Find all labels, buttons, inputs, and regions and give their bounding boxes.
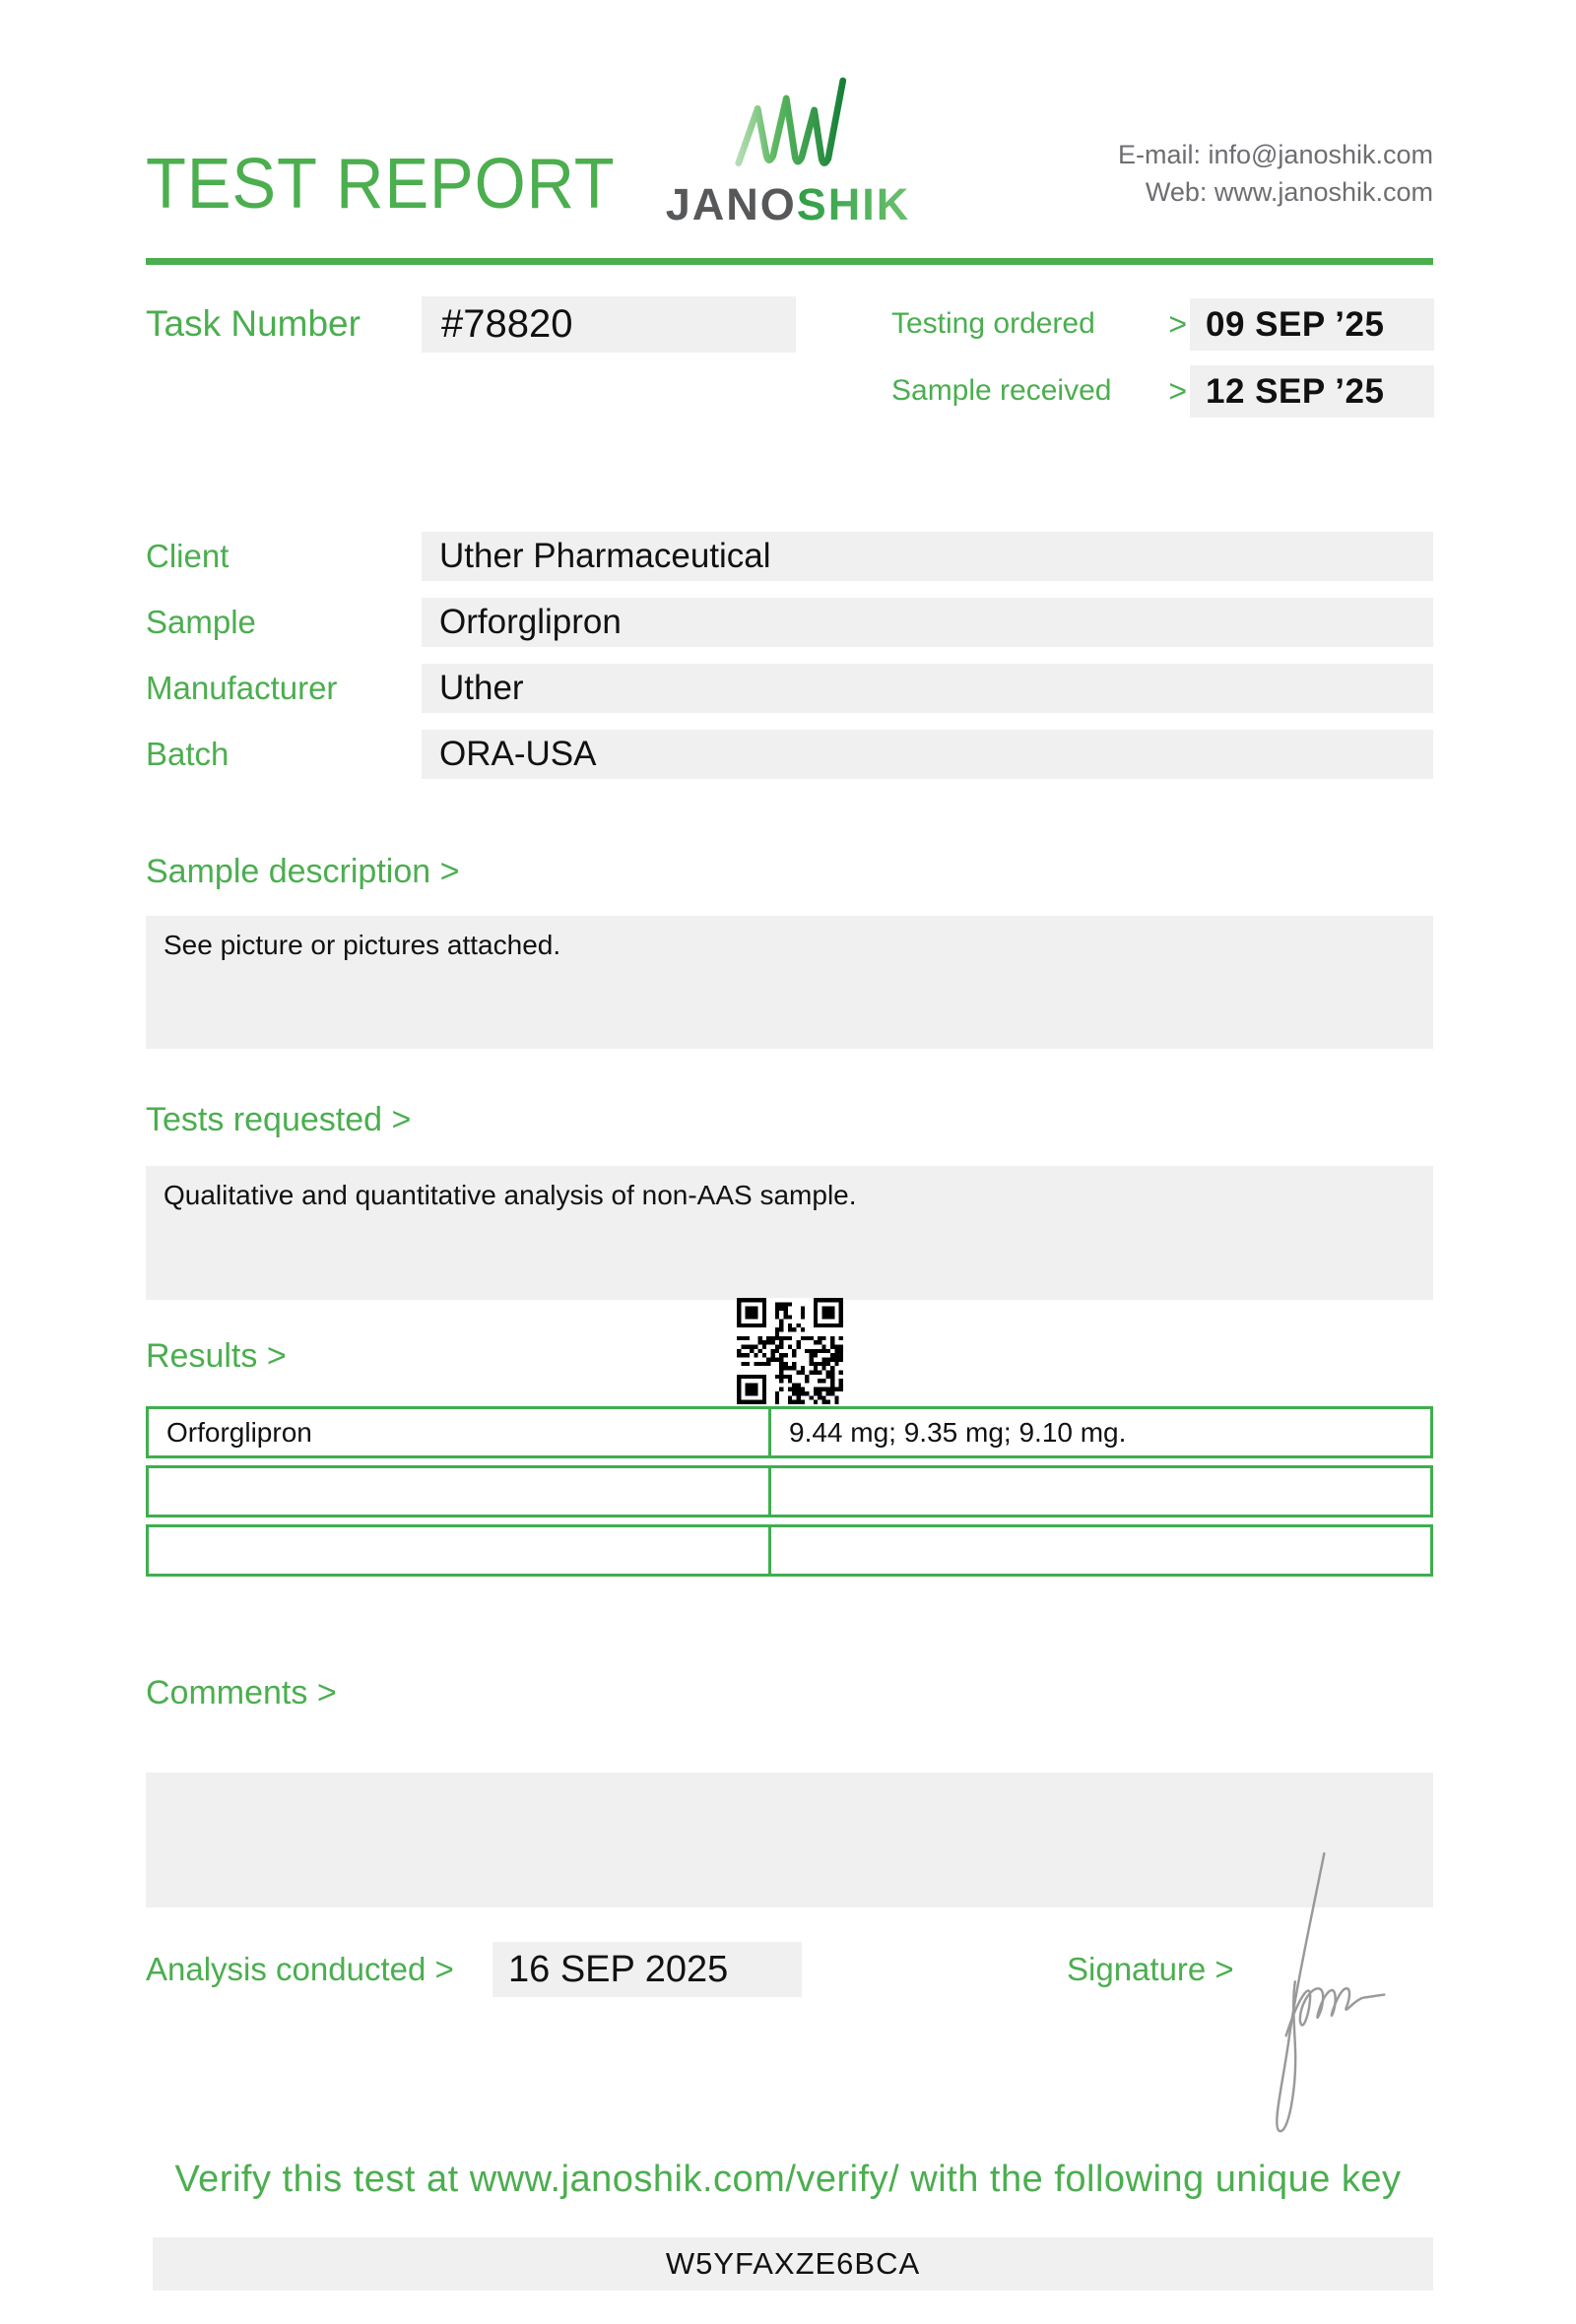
web-value: www.janoshik.com [1214, 177, 1433, 207]
chevron-right-icon: > [1168, 372, 1187, 409]
contact-block [1118, 136, 1433, 211]
web-label: Web: [1145, 177, 1208, 207]
qr-code [737, 1298, 843, 1404]
sample-description-heading: Sample description > [146, 853, 460, 890]
verify-key: W5YFAXZE6BCA [153, 2237, 1433, 2291]
chart-growth-icon [729, 69, 851, 179]
client-label: Client [146, 538, 230, 574]
table-row [146, 1406, 1433, 1458]
testing-ordered-value: 09 SEP ’25 [1190, 298, 1434, 351]
table-row [146, 1524, 1433, 1577]
analysis-conducted-label: Analysis conducted > [146, 1951, 454, 1987]
contact-web [1118, 173, 1433, 211]
result-name-cell: Orforglipron [149, 1409, 771, 1455]
logo-text-green: SHIK [796, 179, 911, 229]
sample-received-label [891, 365, 1187, 417]
contact-email [1118, 136, 1433, 173]
testing-ordered-label [891, 298, 1187, 350]
signature-label: Signature > [1067, 1951, 1234, 1987]
email-label: E-mail: [1117, 140, 1201, 169]
chevron-right-icon: > [1168, 305, 1187, 342]
manufacturer-label: Manufacturer [146, 670, 338, 706]
comments-box [146, 1773, 1433, 1907]
result-value-cell: 9.44 mg; 9.35 mg; 9.10 mg. [789, 1417, 1127, 1448]
tests-requested-box: Qualitative and quantitative analysis of non-AAS sample. [146, 1166, 1433, 1300]
results-table [146, 1406, 1433, 1583]
email-value: info@janoshik.com [1208, 140, 1433, 169]
client-value: Uther Pharmaceutical [422, 532, 1433, 581]
logo-text-dark: JANO [665, 179, 797, 229]
comments-heading: Comments > [146, 1674, 337, 1711]
result-name-cell [149, 1468, 771, 1515]
sample-label: Sample [146, 604, 256, 640]
batch-label: Batch [146, 736, 230, 772]
batch-value: ORA-USA [422, 730, 1433, 779]
task-number-value: #78820 [422, 296, 796, 353]
result-value-cell [771, 1468, 1430, 1515]
sample-description-box: See picture or pictures attached. [146, 916, 1433, 1049]
sample-received-text: Sample received [891, 374, 1112, 407]
tests-requested-heading: Tests requested > [146, 1101, 412, 1138]
signature-image [1263, 1840, 1406, 2140]
table-row [146, 1465, 1433, 1517]
sample-value: Orforglipron [422, 598, 1433, 647]
result-value-cell [771, 1527, 1430, 1574]
header-divider [146, 258, 1433, 265]
janoshik-logo [630, 179, 946, 230]
manufacturer-value: Uther [422, 664, 1433, 713]
analysis-conducted-value: 16 SEP 2025 [492, 1942, 802, 1997]
page-title: TEST REPORT [146, 145, 616, 224]
verify-instruction: Verify this test at www.janoshik.com/verify/ with the following unique key [174, 2159, 1402, 2200]
sample-received-value: 12 SEP ’25 [1190, 365, 1434, 418]
results-heading: Results > [146, 1337, 287, 1375]
result-name-cell [149, 1527, 771, 1574]
testing-ordered-text: Testing ordered [891, 307, 1095, 340]
task-number-label: Task Number [146, 303, 361, 344]
